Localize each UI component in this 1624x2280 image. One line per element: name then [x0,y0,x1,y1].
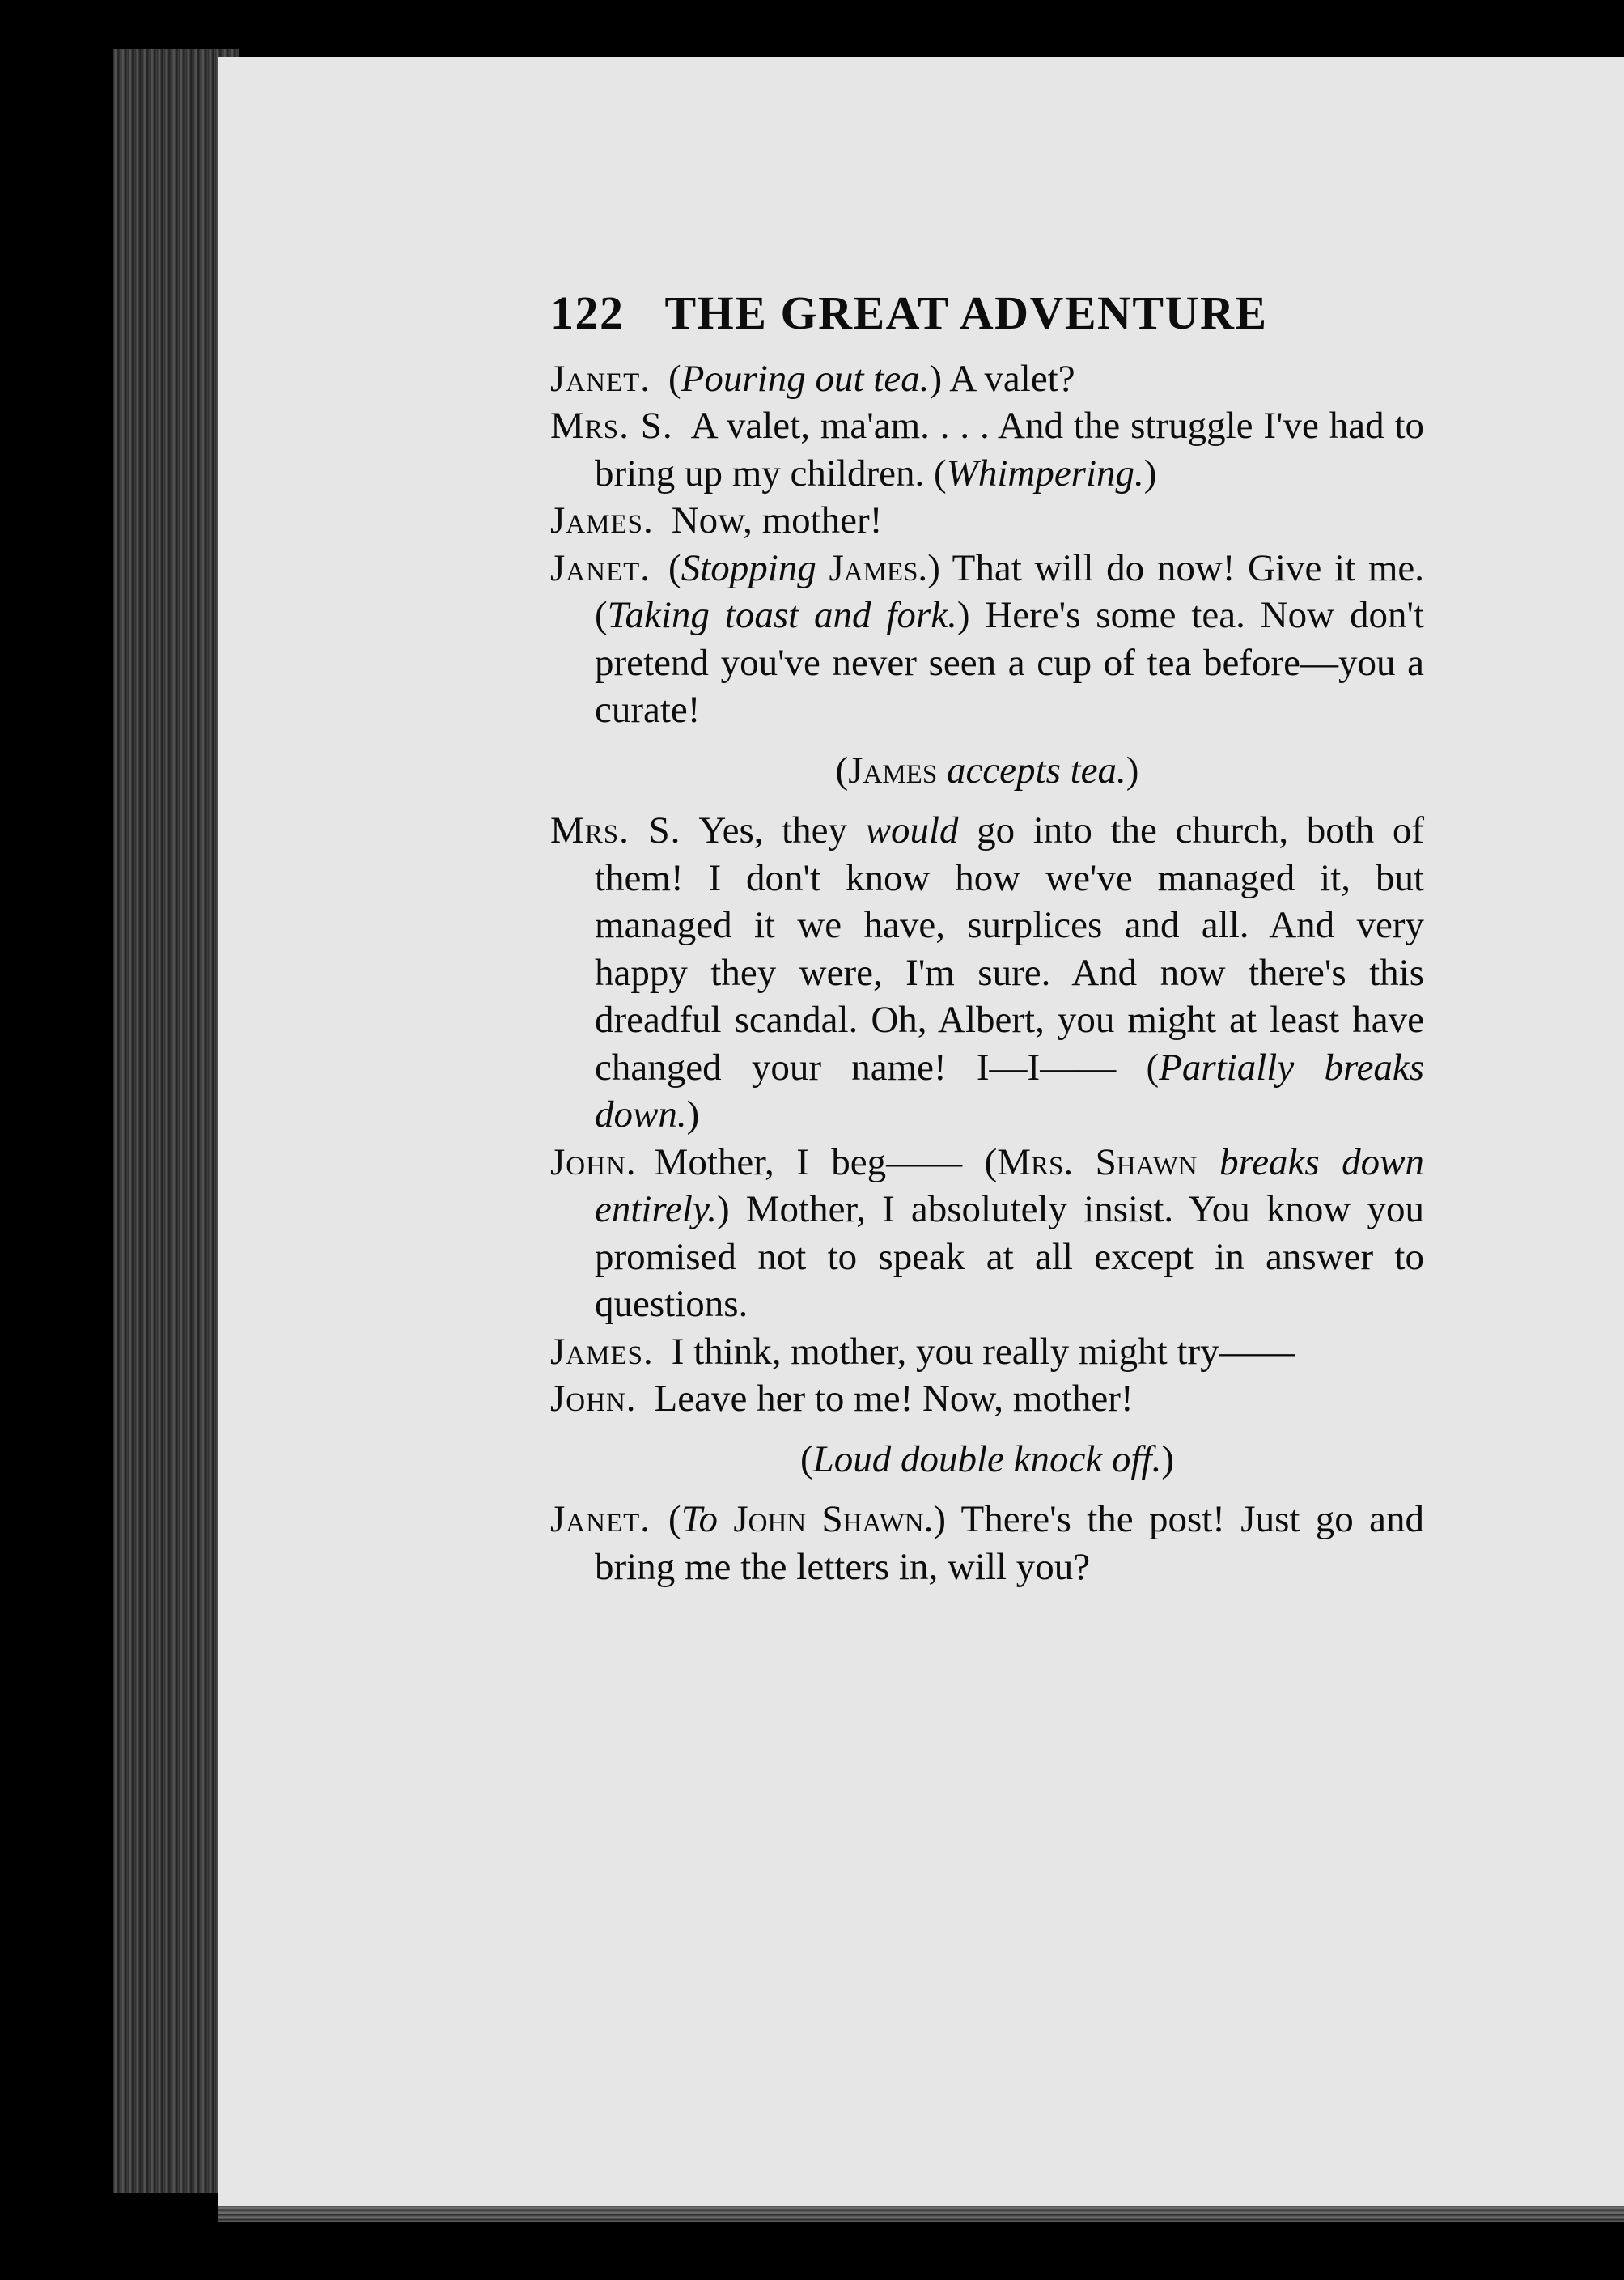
running-title: THE GREAT ADVENTURE [664,287,1268,339]
paren: ( [835,749,849,792]
speech [550,1328,1424,1376]
speech [550,1375,1424,1423]
stage-note: accepts tea. [937,749,1126,792]
stage-note: Taking toast and fork. [607,594,957,636]
book-bottom-edge [218,2206,1624,2222]
speaker-name: James. [550,1330,654,1373]
speech-text: A valet? [942,357,1075,400]
paren: ( [799,1437,813,1480]
stage-direction [550,1436,1424,1484]
speech-text: Yes, they [698,809,866,851]
speech-text: ) Here's some tea. Now don't pretend you've never seen a cup of tea before—you a curate! [595,594,1424,731]
speech-text: Now, mother! [671,499,883,541]
character-name: James. [816,546,928,589]
speech-text: ) That will do now! Give it me. ( [595,546,1424,636]
paren: ) [929,357,943,400]
character-name: James [848,749,938,792]
page-text [550,287,1425,1590]
speech-text: A valet, ma'am. . . . And the struggle I've had to bring up my children. ( [595,405,1424,495]
speech [550,497,1424,545]
stage-note: Loud double knock off. [812,1437,1162,1480]
speech [550,1496,1424,1590]
speech-text: go into the church, both of them! I don't know how we've managed it, but managed it we have, surplices and all. And very happy they were, I'm sure. And now there's this dreadful scandal. Oh, Albert, you might at least have changed your name! I—I—— ( [595,809,1424,1089]
stage-note: breaks down entirely. [595,1140,1424,1230]
speech-text: I think, mother, you really might try—— [671,1330,1295,1373]
speaker-name: Janet. [550,546,651,589]
character-name: Mrs. Shawn [997,1140,1198,1183]
paren: ( [668,1498,681,1540]
stage-note: Pouring out tea. [681,357,930,400]
speaker-name: John. [550,1140,637,1183]
stage-note: To [681,1498,719,1540]
speaker-name: James. [550,499,654,541]
speech [550,402,1424,497]
paren: ( [668,357,681,400]
speech [550,807,1424,1139]
stage-note: Stopping [681,546,816,589]
speech-text: Leave her to me! Now, mother! [654,1378,1134,1420]
speaker-name: Janet. [550,1498,651,1540]
speaker-name: John. [550,1378,637,1420]
speaker-name: Mrs. S. [550,809,681,851]
running-head [550,287,1424,339]
speech-text: ) Mother, I absolutely insist. You know you promised not to speak at all except in answer to questions. [595,1188,1424,1325]
speaker-name: Mrs. S. [550,405,673,447]
paren: ) [1126,749,1139,792]
page-number: 122 [550,287,625,339]
speech-text: Mother, I beg—— ( [654,1140,998,1183]
stage-note: Whimpering. [946,452,1144,495]
stage-direction [550,747,1424,795]
speech [550,545,1424,734]
paren: ) [686,1093,700,1136]
paren: ( [668,546,681,589]
speech [550,1139,1424,1328]
speech [550,355,1424,403]
speaker-name: Janet. [550,357,651,400]
stage-note: would [865,809,959,851]
paren: ) [1161,1437,1175,1480]
character-name: John Shawn. [718,1498,934,1540]
speech-text: ) There's the post! Just go and bring me the letters in, will you? [595,1498,1424,1588]
paren: ) [1143,452,1157,495]
stage-note: Partially breaks down. [595,1046,1425,1136]
